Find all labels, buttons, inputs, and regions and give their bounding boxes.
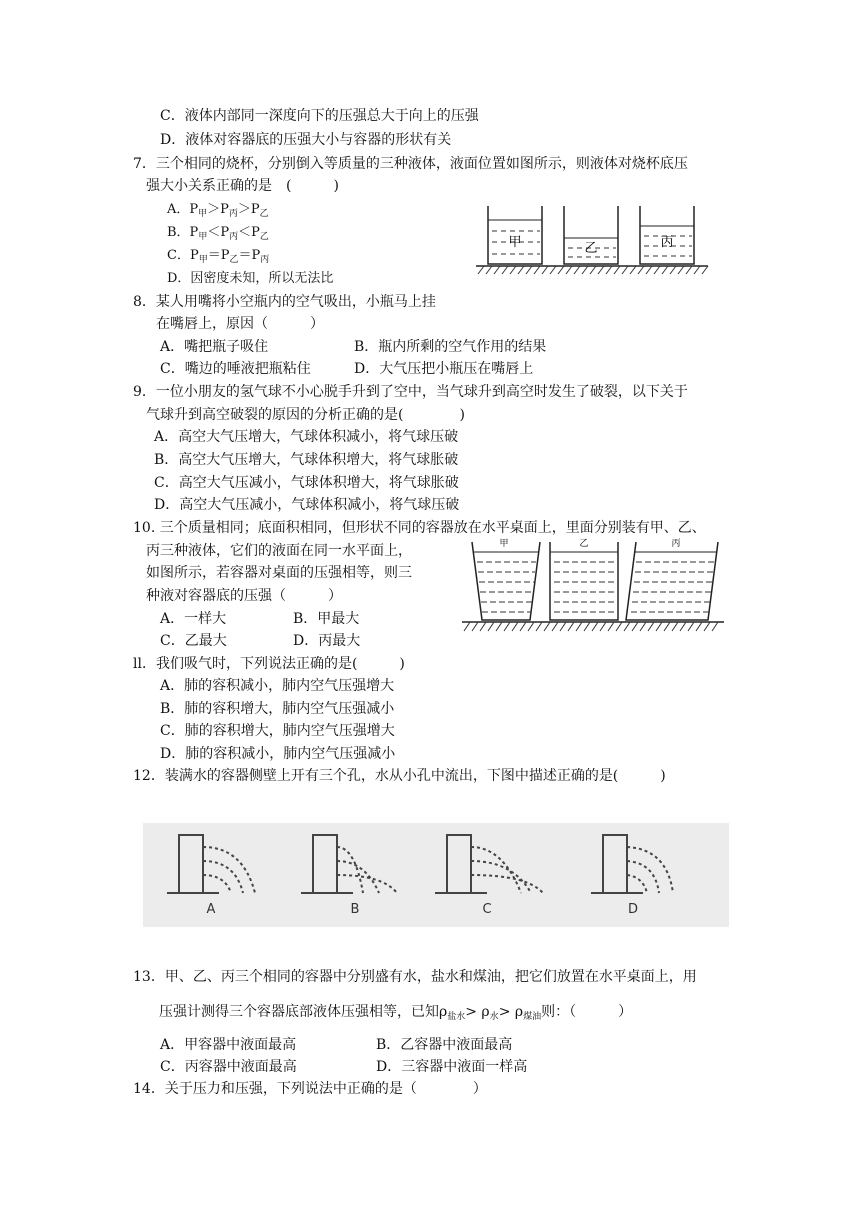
q8-option-a: A．嘴把瓶子吸住 — [160, 339, 269, 355]
q12-label-c: C — [482, 902, 492, 917]
q8-option-c: C．嘴边的唾液把瓶粘住 — [160, 361, 311, 377]
q12-label-d: D — [627, 902, 639, 917]
q7-stem-line2: 强大小关系正确的是 ( ) — [146, 178, 339, 194]
q10-label-jia: 甲 — [499, 539, 509, 549]
q7-beakers-figure — [476, 200, 708, 275]
q8-stem-line2: 在嘴唇上，原因（ ） — [156, 316, 324, 332]
q10-stem-line2: 丙三种液体，它们的液面在同一水平面上， — [146, 543, 412, 559]
q10-option-c: C．乙最大 — [160, 633, 227, 649]
q10-option-a: A．一样大 — [160, 611, 227, 627]
q7-option-d: D．因密度未知，所以无法比 — [167, 271, 334, 286]
q10-option-b: B．甲最大 — [293, 611, 360, 627]
q13-stem-line1: 13．甲、乙、丙三个相同的容器中分别盛有水，盐水和煤油，把它们放置在水平桌面上，用 — [133, 969, 697, 985]
q11-option-d: D．肺的容积减小，肺内空气压强减小 — [160, 746, 396, 762]
q8-option-b: B．瓶内所剩的空气作用的结果 — [354, 339, 547, 355]
q7-label-yi: 乙 — [584, 241, 598, 256]
q13-stem-line2: 压强计测得三个容器底部液体压强相等，已知$\rho_{盐水}> \rho_水> \rho_{煤油}$则：（ ） — [159, 1004, 633, 1022]
q7-label-jia: 甲 — [508, 235, 522, 250]
q9-option-a: A．高空大气压增大，气球体积减小，将气球压破 — [154, 429, 459, 445]
q10-stem-line1: 10. 三个质量相同；底面积相同，但形状不同的容器放在水平桌面上，里面分别装有甲、乙、 — [133, 520, 706, 536]
q10-label-bing: 丙 — [671, 539, 681, 549]
q9-option-b: B．高空大气压增大，气球体积增大，将气球胀破 — [154, 452, 459, 468]
q10-label-yi: 乙 — [579, 539, 589, 549]
q7-stem-line1: 7．三个相同的烧杯，分别倒入等质量的三种液体，液面位置如图所示，则液体对烧杯底压 — [133, 156, 688, 172]
q9-stem-line2: 气球升到高空破裂的原因的分析正确的是( ) — [146, 407, 465, 423]
q8-stem-line1: 8．某人用嘴将小空瓶内的空气吸出，小瓶马上挂 — [133, 294, 436, 310]
q14-stem-line1: 14．关于压力和压强，下列说法中正确的是（ ） — [133, 1081, 487, 1097]
q7-option-c: C．$P_甲=P_乙=P_丙$ — [167, 248, 270, 265]
q13-option-d: D．三容器中液面一样高 — [376, 1059, 528, 1075]
q9-option-c: C．高空大气压减小，气球体积增大，将气球胀破 — [154, 475, 459, 491]
q9-stem-line1: 9．一位小朋友的氢气球不小心脱手升到了空中，当气球升到高空时发生了破裂，以下关于 — [133, 384, 688, 400]
q7-label-bing: 丙 — [660, 235, 674, 250]
q6-option-d: D．液体对容器底的压强大小与容器的形状有关 — [160, 132, 452, 148]
q9-option-d: D．高空大气压减小，气球体积减小，将气球压破 — [154, 497, 460, 513]
q11-option-a: A．肺的容积减小，肺内空气压强增大 — [160, 678, 395, 694]
q11-option-b: B．肺的容积增大，肺内空气压强减小 — [160, 701, 395, 717]
q10-option-d: D．丙最大 — [293, 633, 361, 649]
q10-containers-figure — [462, 538, 724, 634]
q10-stem-line4: 种液对容器底的压强（ ） — [146, 588, 342, 604]
q13-option-a: A．甲容器中液面最高 — [160, 1037, 297, 1053]
q13-option-c: C．丙容器中液面最高 — [160, 1059, 297, 1075]
q8-option-d: D．大气压把小瓶压在嘴唇上 — [354, 361, 534, 377]
q6-option-c: C．液体内部同一深度向下的压强总大于向上的压强 — [160, 108, 479, 124]
q11-stem-line1: ll．我们吸气时，下列说法正确的是( ) — [133, 656, 405, 672]
q13-option-b: B．乙容器中液面最高 — [376, 1037, 513, 1053]
q12-label-a: A — [206, 902, 216, 917]
q10-stem-line3: 如图所示，若容器对桌面的压强相等，则三 — [146, 565, 412, 581]
q12-stem-line1: 12．装满水的容器侧壁上开有三个孔，水从小孔中流出，下图中描述正确的是( ) — [133, 768, 666, 784]
q7-option-a: A．$P_甲>P_丙>P_乙$ — [167, 202, 269, 219]
q11-option-c: C．肺的容积增大，肺内空气压强增大 — [160, 723, 395, 739]
q12-water-jets-figure — [143, 823, 729, 927]
q7-option-b: B．$P_甲<P_丙<P_乙$ — [167, 225, 269, 242]
q12-label-b: B — [350, 902, 360, 917]
